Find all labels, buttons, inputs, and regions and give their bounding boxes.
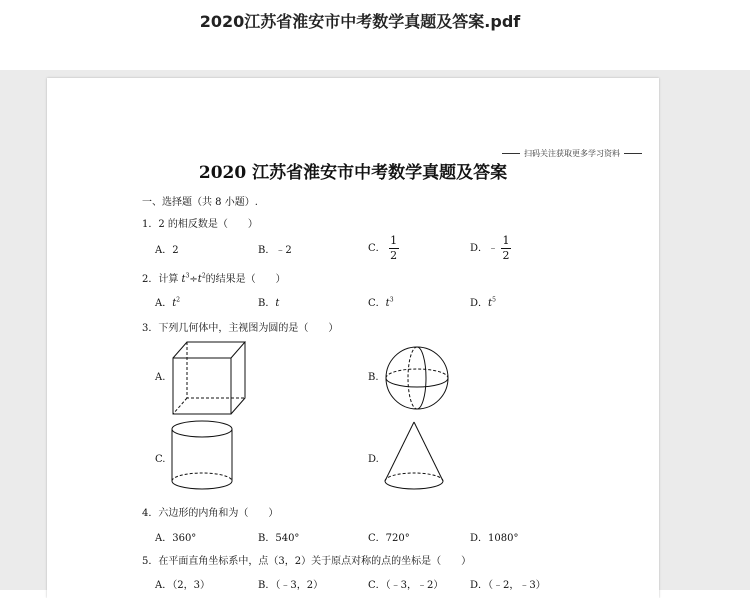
q2-option-b bbox=[258, 294, 279, 309]
cone-right-edge bbox=[414, 422, 443, 481]
cube-hidden-edge-diagonal bbox=[173, 398, 187, 414]
cylinder-figure bbox=[169, 419, 235, 491]
q2-var-t2: t bbox=[197, 274, 202, 285]
q5-option-c: C．（﹣3，﹣2） bbox=[368, 580, 444, 591]
q5-option-b: B．（﹣3，2） bbox=[258, 580, 324, 591]
section-heading: 一、选择题（共 8 小题）. bbox=[142, 197, 258, 208]
header-rule-left bbox=[502, 153, 520, 154]
q4-stem: 4．六边形的内角和为（ ） bbox=[142, 508, 279, 519]
q1-option-a: A．2 bbox=[155, 245, 179, 256]
q2-stem-pre: 2．计算 bbox=[142, 274, 182, 285]
cylinder-bottom-front bbox=[172, 481, 232, 489]
q1-d-denominator: 2 bbox=[502, 249, 510, 262]
q1-option-d-fraction bbox=[501, 235, 511, 262]
q2-exp-3: 3 bbox=[185, 272, 190, 280]
q2-option-c bbox=[368, 294, 394, 309]
q2-option-c-exp: 3 bbox=[389, 296, 394, 304]
q3-option-a-label: A. bbox=[155, 372, 166, 383]
q1-option-c-fraction bbox=[389, 235, 399, 262]
cube-front-face bbox=[173, 358, 231, 414]
header-rule-right bbox=[624, 153, 642, 154]
pdf-page bbox=[47, 78, 659, 598]
file-title: 2020江苏省淮安市中考数学真题及答案.pdf bbox=[199, 12, 521, 31]
cube-right-face bbox=[231, 342, 245, 414]
header-note-text: 扫码关注获取更多学习资料 bbox=[524, 149, 620, 158]
q2-option-c-label: C． bbox=[368, 298, 386, 309]
viewer-header bbox=[0, 0, 750, 70]
q2-option-a-var: t bbox=[172, 298, 177, 309]
cube-hidden-edges-back bbox=[187, 342, 245, 398]
cylinder-bottom-back bbox=[172, 473, 232, 481]
q1-d-numerator: 1 bbox=[502, 234, 510, 247]
sphere-equator-back bbox=[386, 369, 448, 378]
q1-option-c-label: C． bbox=[368, 243, 386, 254]
q2-option-a-exp: 2 bbox=[176, 296, 181, 304]
q2-option-d-label: D． bbox=[470, 298, 489, 309]
q1-c-numerator: 1 bbox=[390, 234, 398, 247]
q1-c-denominator: 2 bbox=[390, 249, 398, 262]
sphere-meridian-front bbox=[417, 347, 426, 409]
q3-option-d-label: D. bbox=[368, 454, 379, 465]
q2-option-b-var: t bbox=[275, 298, 280, 309]
cube-figure bbox=[167, 338, 247, 418]
q4-option-a: A．360° bbox=[155, 533, 197, 544]
q2-divide: ÷ bbox=[189, 274, 198, 285]
q2-stem bbox=[142, 270, 286, 285]
q2-var-t1: t bbox=[181, 274, 186, 285]
q2-option-b-label: B． bbox=[258, 298, 276, 309]
q2-option-d-exp: 5 bbox=[492, 296, 496, 304]
q2-stem-post: 的结果是（ ） bbox=[205, 274, 286, 285]
sphere-figure bbox=[383, 344, 451, 412]
q3-option-b-label: B. bbox=[368, 372, 379, 383]
q2-option-d-var: t bbox=[488, 298, 493, 309]
q1-option-b: B．﹣2 bbox=[258, 245, 292, 256]
q1-option-c bbox=[368, 235, 399, 262]
q1-stem: 1．2 的相反数是（ ） bbox=[142, 219, 258, 230]
sphere-meridian-back bbox=[408, 347, 417, 409]
q4-option-c: C．720° bbox=[368, 533, 410, 544]
q2-exp-2: 2 bbox=[201, 272, 206, 280]
q3-stem: 3．下列几何体中，主视图为圆的是（ ） bbox=[142, 323, 339, 334]
q5-stem: 5．在平面直角坐标系中，点（3，2）关于原点对称的点的坐标是（ ） bbox=[142, 556, 472, 567]
q5-option-a: A．（2，3） bbox=[155, 580, 210, 591]
sphere-equator-front bbox=[386, 378, 448, 387]
q2-option-c-var: t bbox=[385, 298, 390, 309]
cone-base-front bbox=[385, 481, 443, 489]
q4-option-d: D．1080° bbox=[470, 533, 519, 544]
sphere-outline bbox=[386, 347, 448, 409]
q2-option-a bbox=[155, 294, 180, 309]
document-title: 2020 江苏省淮安市中考数学真题及答案 bbox=[198, 163, 508, 183]
q2-option-a-label: A． bbox=[155, 298, 173, 309]
q1-option-d bbox=[470, 235, 511, 262]
cone-base-back bbox=[385, 473, 443, 481]
cube-top-face bbox=[173, 342, 245, 358]
cone-figure bbox=[381, 419, 447, 495]
q3-option-c-label: C. bbox=[155, 454, 166, 465]
cylinder-top-ellipse bbox=[172, 421, 232, 437]
q5-option-d: D．（﹣2，﹣3） bbox=[470, 580, 546, 591]
q4-option-b: B．540° bbox=[258, 533, 300, 544]
q1-option-d-label: D．﹣ bbox=[470, 243, 499, 254]
cone-left-edge bbox=[385, 422, 414, 481]
q2-option-d bbox=[470, 294, 496, 309]
